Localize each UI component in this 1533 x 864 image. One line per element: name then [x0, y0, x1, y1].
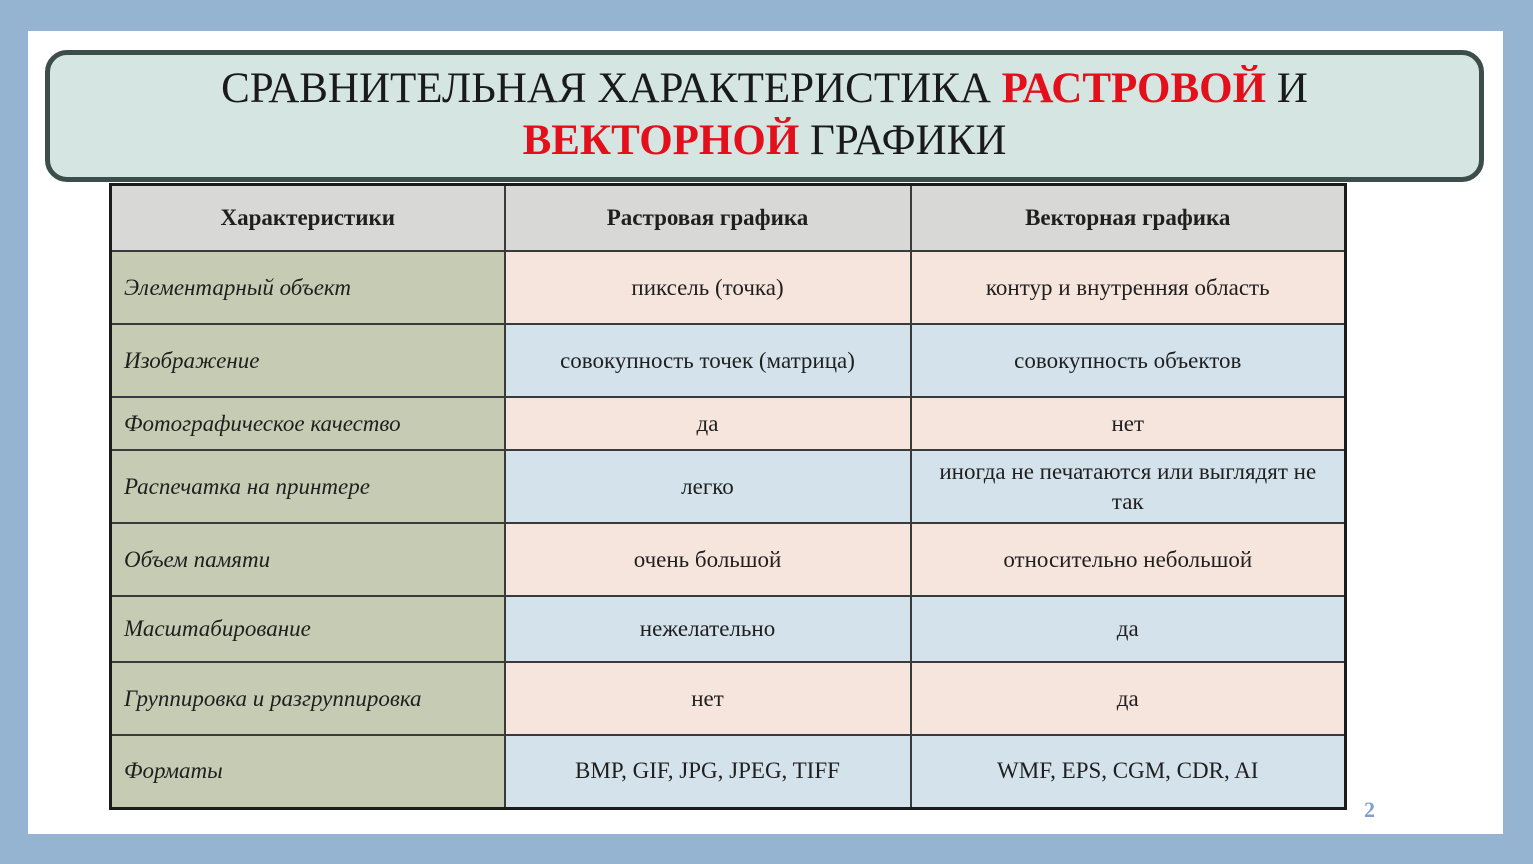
table-row	[111, 251, 1346, 324]
table-row	[111, 662, 1346, 735]
row-feature: Распечатка на принтере	[111, 450, 505, 523]
row-raster-value: да	[505, 397, 911, 450]
table-row	[111, 523, 1346, 596]
row-vector-value: иногда не печатаются или выглядят не так	[911, 450, 1346, 523]
title-text-3: ГРАФИКИ	[799, 117, 1007, 164]
title-text-1: СРАВНИТЕЛЬНАЯ ХАРАКТЕРИСТИКА	[221, 65, 1002, 112]
row-vector-value: совокупность объектов	[911, 324, 1346, 397]
row-feature: Масштабирование	[111, 596, 505, 662]
slide-title	[45, 50, 1484, 182]
row-raster-value: пиксель (точка)	[505, 251, 911, 324]
row-feature: Изображение	[111, 324, 505, 397]
table-row	[111, 596, 1346, 662]
title-highlight-vector: ВЕКТОРНОЙ	[522, 117, 800, 164]
row-vector-value: нет	[911, 397, 1346, 450]
row-raster-value: BMP, GIF, JPG, JPEG, TIFF	[505, 735, 911, 808]
row-feature: Группировка и разгруппировка	[111, 662, 505, 735]
comparison-table	[109, 183, 1347, 810]
title-highlight-raster: РАСТРОВОЙ	[1001, 65, 1267, 112]
row-feature: Форматы	[111, 735, 505, 808]
title-text-2: И	[1266, 65, 1308, 112]
header-vector: Векторная графика	[911, 185, 1346, 252]
table-header-row	[111, 185, 1346, 252]
row-raster-value: нежелательно	[505, 596, 911, 662]
row-feature: Элементарный объект	[111, 251, 505, 324]
header-characteristics: Характеристики	[111, 185, 505, 252]
row-feature: Фотографическое качество	[111, 397, 505, 450]
row-vector-value: да	[911, 596, 1346, 662]
row-vector-value: контур и внутренняя область	[911, 251, 1346, 324]
table-row	[111, 735, 1346, 808]
table-row	[111, 450, 1346, 523]
header-raster: Растровая графика	[505, 185, 911, 252]
row-raster-value: очень большой	[505, 523, 911, 596]
row-raster-value: совокупность точек (матрица)	[505, 324, 911, 397]
page-number: 2	[1364, 797, 1375, 822]
row-vector-value: WMF, EPS, CGM, CDR, AI	[911, 735, 1346, 808]
table-row	[111, 324, 1346, 397]
table-row	[111, 397, 1346, 450]
row-raster-value: нет	[505, 662, 911, 735]
row-raster-value: легко	[505, 450, 911, 523]
row-vector-value: относительно небольшой	[911, 523, 1346, 596]
row-vector-value: да	[911, 662, 1346, 735]
title-line-1	[50, 63, 1479, 115]
slide	[28, 31, 1503, 834]
row-feature: Объем памяти	[111, 523, 505, 596]
title-line-2	[50, 115, 1479, 167]
